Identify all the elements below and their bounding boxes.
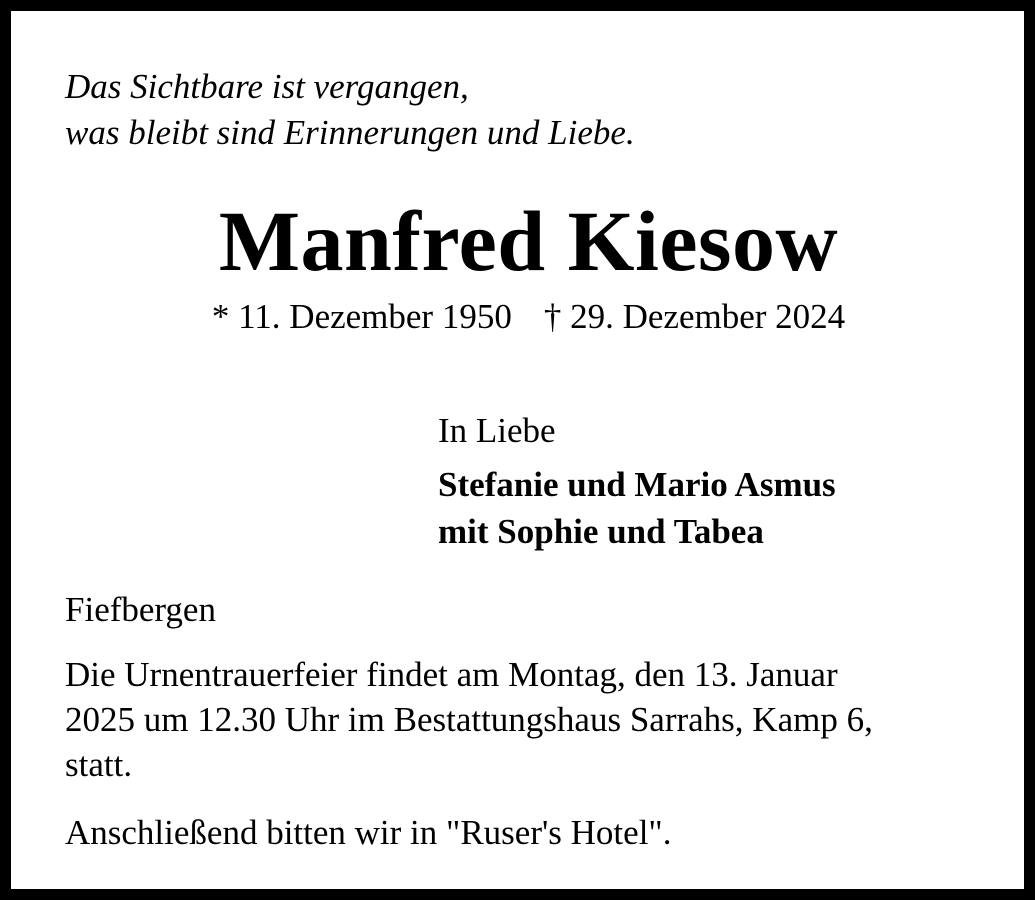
motto-line-1: Das Sichtbare ist vergangen,	[65, 67, 469, 106]
place-name: Fiefbergen	[65, 590, 216, 629]
ceremony-line-3: statt.	[65, 745, 133, 784]
death-date: † 29. Dezember 2024	[543, 297, 846, 336]
ceremony-line-2: 2025 um 12.30 Uhr im Bestattungshaus Sarrahs, Kamp 6,	[65, 700, 873, 739]
mourners-line-1: Stefanie und Mario Asmus	[438, 465, 836, 504]
ceremony-notice	[65, 652, 985, 787]
deceased-name: Manfred Kiesow	[218, 193, 839, 289]
birth-date: * 11. Dezember 1950	[211, 297, 512, 336]
ceremony-line-1: Die Urnentrauerfeier findet am Montag, den 13. Januar	[65, 655, 838, 694]
mourners-intro: In Liebe	[438, 411, 556, 450]
life-dates	[11, 295, 1035, 339]
motto-line-2: was bleibt sind Erinnerungen und Liebe.	[65, 113, 635, 152]
motto-quote	[65, 64, 635, 156]
mourners-names	[438, 461, 836, 555]
after-note: Anschließend bitten wir in "Ruser's Hotel".	[65, 813, 672, 852]
mourners-line-2: mit Sophie und Tabea	[438, 512, 764, 551]
mourners-block	[438, 409, 836, 555]
